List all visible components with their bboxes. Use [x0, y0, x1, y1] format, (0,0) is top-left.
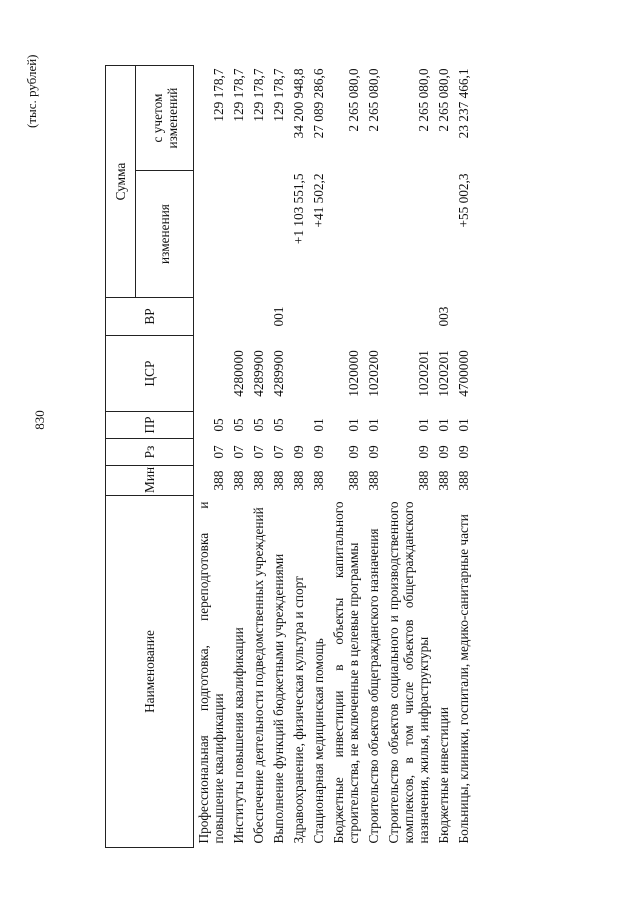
cell-total: 2 265 080,0	[416, 68, 431, 132]
cell-csr: 1020000	[346, 350, 361, 397]
cell-csr: 4289900	[251, 350, 266, 397]
cell-csr	[289, 336, 309, 412]
cell-pr: 01	[311, 418, 326, 432]
cell-csr	[194, 336, 230, 412]
cell-change	[384, 171, 434, 298]
cell-vr	[454, 298, 474, 336]
cell-total: 129 178,7	[211, 68, 226, 122]
cell-change	[364, 171, 384, 298]
cell-total: 23 237 466,1	[456, 68, 471, 139]
cell-change: +1 103 551,5	[291, 173, 306, 245]
budget-table	[105, 65, 474, 848]
cell-rz: 09	[456, 445, 471, 459]
cell-change	[229, 171, 249, 298]
cell-pr: 01	[366, 418, 381, 432]
cell-name: Институты повышения квалификации	[231, 627, 246, 844]
table-row	[329, 66, 364, 848]
cell-vr: 003	[436, 306, 451, 327]
cell-pr: 05	[271, 418, 286, 432]
cell-pr: 01	[436, 418, 451, 432]
table-row	[364, 66, 384, 848]
cell-name: Бюджетные инвестиции	[436, 706, 451, 844]
cell-vr	[329, 298, 364, 336]
header-pr: ПР	[106, 412, 194, 439]
cell-name: Обеспечение деятельности подведомственных учреждений	[251, 507, 266, 844]
cell-csr: 1020200	[366, 350, 381, 397]
units-label: (тыс. рублей)	[24, 54, 39, 128]
cell-pr	[289, 412, 309, 439]
cell-name: Бюджетные инвестиции в объекты капитального строительства, не включенные в целевые программы	[331, 501, 361, 844]
table-row	[384, 66, 434, 848]
cell-min: 388	[231, 470, 246, 491]
cell-pr: 05	[211, 418, 226, 432]
cell-pr: 05	[231, 418, 246, 432]
table-row	[289, 66, 309, 848]
cell-rz: 07	[231, 445, 246, 459]
cell-change	[269, 171, 289, 298]
cell-total: 129 178,7	[251, 68, 266, 122]
cell-total: 129 178,7	[231, 68, 246, 122]
table-row	[434, 66, 454, 848]
cell-vr	[229, 298, 249, 336]
cell-min: 388	[291, 470, 306, 491]
cell-min: 388	[271, 470, 286, 491]
cell-rz: 07	[271, 445, 286, 459]
cell-name: Строительство объектов социального и производственного комплексов, в том числе объектов общегражданского назначения, жилья, инфраструктуры	[386, 501, 431, 844]
cell-total: 2 265 080,0	[346, 68, 361, 132]
header-min: Мин	[106, 466, 194, 496]
cell-vr	[194, 298, 230, 336]
cell-min: 388	[346, 470, 361, 491]
cell-total: 27 089 286,6	[311, 68, 326, 139]
cell-total: 2 265 080,0	[366, 68, 381, 132]
header-rz: Рз	[106, 439, 194, 466]
cell-pr: 05	[251, 418, 266, 432]
cell-rz: 07	[251, 445, 266, 459]
cell-pr: 01	[456, 418, 471, 432]
cell-total: 2 265 080,0	[436, 68, 451, 132]
cell-vr: 001	[271, 306, 286, 327]
cell-rz: 09	[366, 445, 381, 459]
cell-change: +41 502,2	[311, 173, 326, 228]
header-with-changes: с учетом изменений	[136, 66, 194, 171]
cell-change	[194, 171, 230, 298]
header-name: Наименование	[106, 496, 194, 848]
header-sum: Сумма	[106, 66, 136, 298]
table-row	[269, 66, 289, 848]
cell-change	[329, 171, 364, 298]
cell-name: Стационарная медицинская помощь	[311, 638, 326, 844]
cell-rz: 09	[436, 445, 451, 459]
cell-csr: 4700000	[456, 350, 471, 397]
header-csr: ЦСР	[106, 336, 194, 412]
table-row	[309, 66, 329, 848]
cell-min: 388	[416, 470, 431, 491]
cell-csr: 4280000	[231, 350, 246, 397]
budget-table-container	[105, 66, 474, 848]
cell-total: 129 178,7	[271, 68, 286, 122]
table-row	[249, 66, 269, 848]
cell-min: 388	[366, 470, 381, 491]
table-row	[454, 66, 474, 848]
cell-min: 388	[311, 470, 326, 491]
page-number: 830	[32, 410, 47, 430]
cell-min: 388	[436, 470, 451, 491]
cell-vr	[364, 298, 384, 336]
cell-csr: 1020201	[436, 350, 451, 397]
cell-rz: 07	[211, 445, 226, 459]
cell-csr: 4289900	[271, 350, 286, 397]
cell-name: Профессиональная подготовка, переподготовка и повышение квалификации	[196, 501, 226, 844]
cell-name: Выполнение функций бюджетными учреждениями	[271, 553, 286, 844]
cell-rz: 09	[291, 445, 306, 459]
cell-min: 388	[211, 470, 226, 491]
table-body	[194, 66, 475, 848]
table-row	[229, 66, 249, 848]
cell-change	[249, 171, 269, 298]
cell-rz: 09	[311, 445, 326, 459]
cell-vr	[309, 298, 329, 336]
cell-rz: 09	[416, 445, 431, 459]
cell-total: 34 200 948,8	[291, 68, 306, 139]
cell-change: +55 002,3	[456, 173, 471, 228]
cell-csr: 1020201	[416, 350, 431, 397]
cell-min: 388	[251, 470, 266, 491]
cell-pr: 01	[416, 418, 431, 432]
cell-pr: 01	[346, 418, 361, 432]
cell-change	[434, 171, 454, 298]
header-vr: ВР	[106, 298, 194, 336]
table-row	[194, 66, 230, 848]
cell-name: Строительство объектов общегражданского назначения	[366, 528, 381, 844]
header-changes: изменения	[136, 171, 194, 298]
cell-vr	[384, 298, 434, 336]
cell-min: 388	[456, 470, 471, 491]
cell-name: Больницы, клиники, госпитали, медико-санитарные части	[456, 514, 471, 844]
cell-rz: 09	[346, 445, 361, 459]
cell-vr	[249, 298, 269, 336]
cell-csr	[309, 336, 329, 412]
cell-vr	[289, 298, 309, 336]
cell-name: Здравоохранение, физическая культура и спорт	[291, 576, 306, 844]
